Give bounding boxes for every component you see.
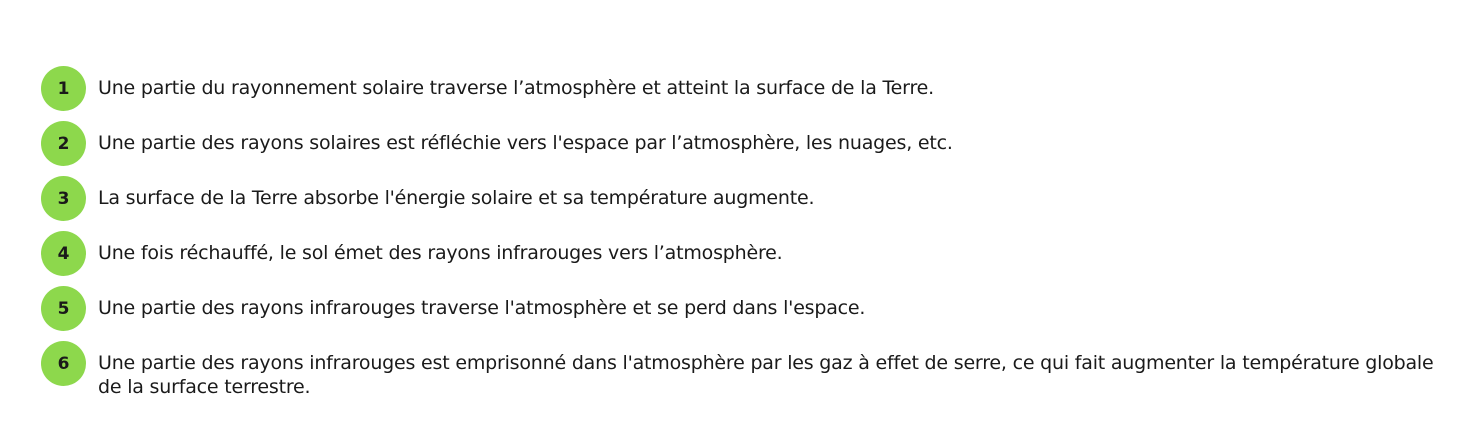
step-text: Une partie des rayons infrarouges est emprisonné dans l'atmosphère par les gaz à effet de serre, ce qui fait augmenter la température globale de la surface terrestre. bbox=[98, 352, 1434, 398]
step-number-badge: 2 bbox=[41, 121, 86, 166]
step-text: Une fois réchauffé, le sol émet des rayons infrarouges vers l’atmosphère. bbox=[98, 242, 783, 264]
step-number-badge: 4 bbox=[41, 231, 86, 276]
step-text: La surface de la Terre absorbe l'énergie solaire et sa température augmente. bbox=[98, 187, 815, 209]
step-number-badge: 6 bbox=[41, 341, 86, 386]
step-number-badge: 5 bbox=[41, 286, 86, 331]
step-text: Une partie du rayonnement solaire traverse l’atmosphère et atteint la surface de la Terre. bbox=[98, 77, 934, 99]
step-text: Une partie des rayons solaires est réfléchie vers l'espace par l’atmosphère, les nuages, etc. bbox=[98, 132, 953, 154]
step-item-4 bbox=[41, 231, 1436, 276]
step-item-6 bbox=[41, 341, 1436, 399]
step-item-3 bbox=[41, 176, 1436, 221]
step-item-5 bbox=[41, 286, 1436, 331]
step-item-2 bbox=[41, 121, 1436, 166]
step-text: Une partie des rayons infrarouges traverse l'atmosphère et se perd dans l'espace. bbox=[98, 297, 866, 319]
step-item-1 bbox=[41, 66, 1436, 111]
step-number-badge: 1 bbox=[41, 66, 86, 111]
step-number-badge: 3 bbox=[41, 176, 86, 221]
